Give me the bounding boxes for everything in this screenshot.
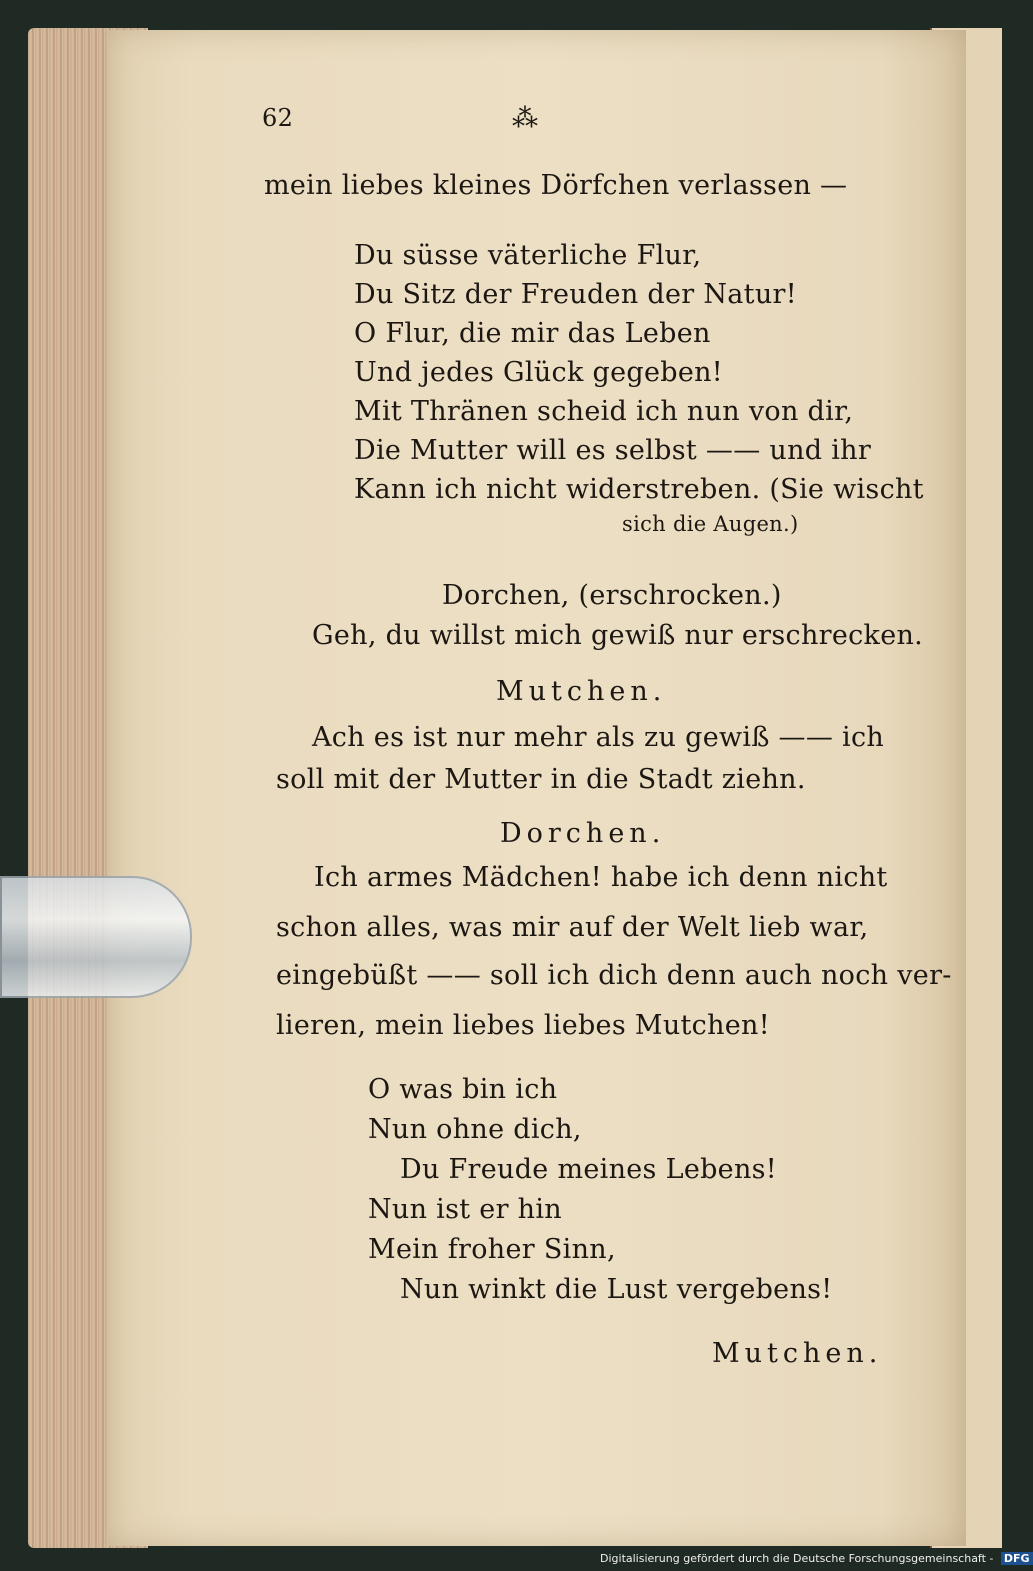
verse-line: Du Freude meines Lebens!: [400, 1154, 777, 1185]
verse-line: Mein froher Sinn,: [368, 1234, 616, 1265]
text-line: Geh, du willst mich gewiß nur erschrecken.: [312, 620, 924, 651]
verse-line: Und jedes Glück gegeben!: [354, 357, 723, 388]
verse-line: Mit Thränen scheid ich nun von dir,: [354, 396, 854, 427]
digitization-credit: [600, 1552, 1033, 1565]
verse-line: O was bin ich: [368, 1074, 558, 1105]
dfg-logo: DFG: [1001, 1552, 1033, 1565]
verse-line: Du Sitz der Freuden der Natur!: [354, 279, 797, 310]
text-line: mein liebes kleines Dörfchen verlassen —: [264, 170, 848, 201]
page-holder-clip: [0, 876, 192, 998]
catchword-speaker: Mutchen.: [712, 1338, 883, 1369]
text-line: lieren, mein liebes liebes Mutchen!: [276, 1010, 770, 1041]
verse-line: Kann ich nicht widerstreben. (Sie wischt: [354, 474, 924, 505]
speaker-with-direction: Dorchen, (erschrocken.): [442, 580, 782, 611]
text-line: eingebüßt —— soll ich dich denn auch noch ver-: [276, 960, 952, 991]
header-ornament: ⁂: [512, 104, 539, 134]
text-line: Ich armes Mädchen! habe ich denn nicht: [314, 862, 888, 893]
speaker-name: Mutchen.: [496, 676, 667, 707]
verse-line: Nun ohne dich,: [368, 1114, 582, 1145]
verse-line: Die Mutter will es selbst —— und ihr: [354, 435, 872, 466]
credit-text: Digitalisierung gefördert durch die Deutsche Forschungsgemeinschaft -: [600, 1552, 994, 1565]
page-number: 62: [262, 104, 294, 132]
verse-line: O Flur, die mir das Leben: [354, 318, 711, 349]
stage-direction: sich die Augen.): [622, 512, 799, 536]
text-line: soll mit der Mutter in die Stadt ziehn.: [276, 764, 806, 795]
text-line: schon alles, was mir auf der Welt lieb war,: [276, 912, 869, 943]
text-line: Ach es ist nur mehr als zu gewiß —— ich: [312, 722, 885, 753]
verse-line: Nun winkt die Lust vergebens!: [400, 1274, 833, 1305]
verse-line: Du süsse väterliche Flur,: [354, 240, 702, 271]
verse-line: Nun ist er hin: [368, 1194, 562, 1225]
speaker-name: Dorchen.: [500, 818, 666, 849]
